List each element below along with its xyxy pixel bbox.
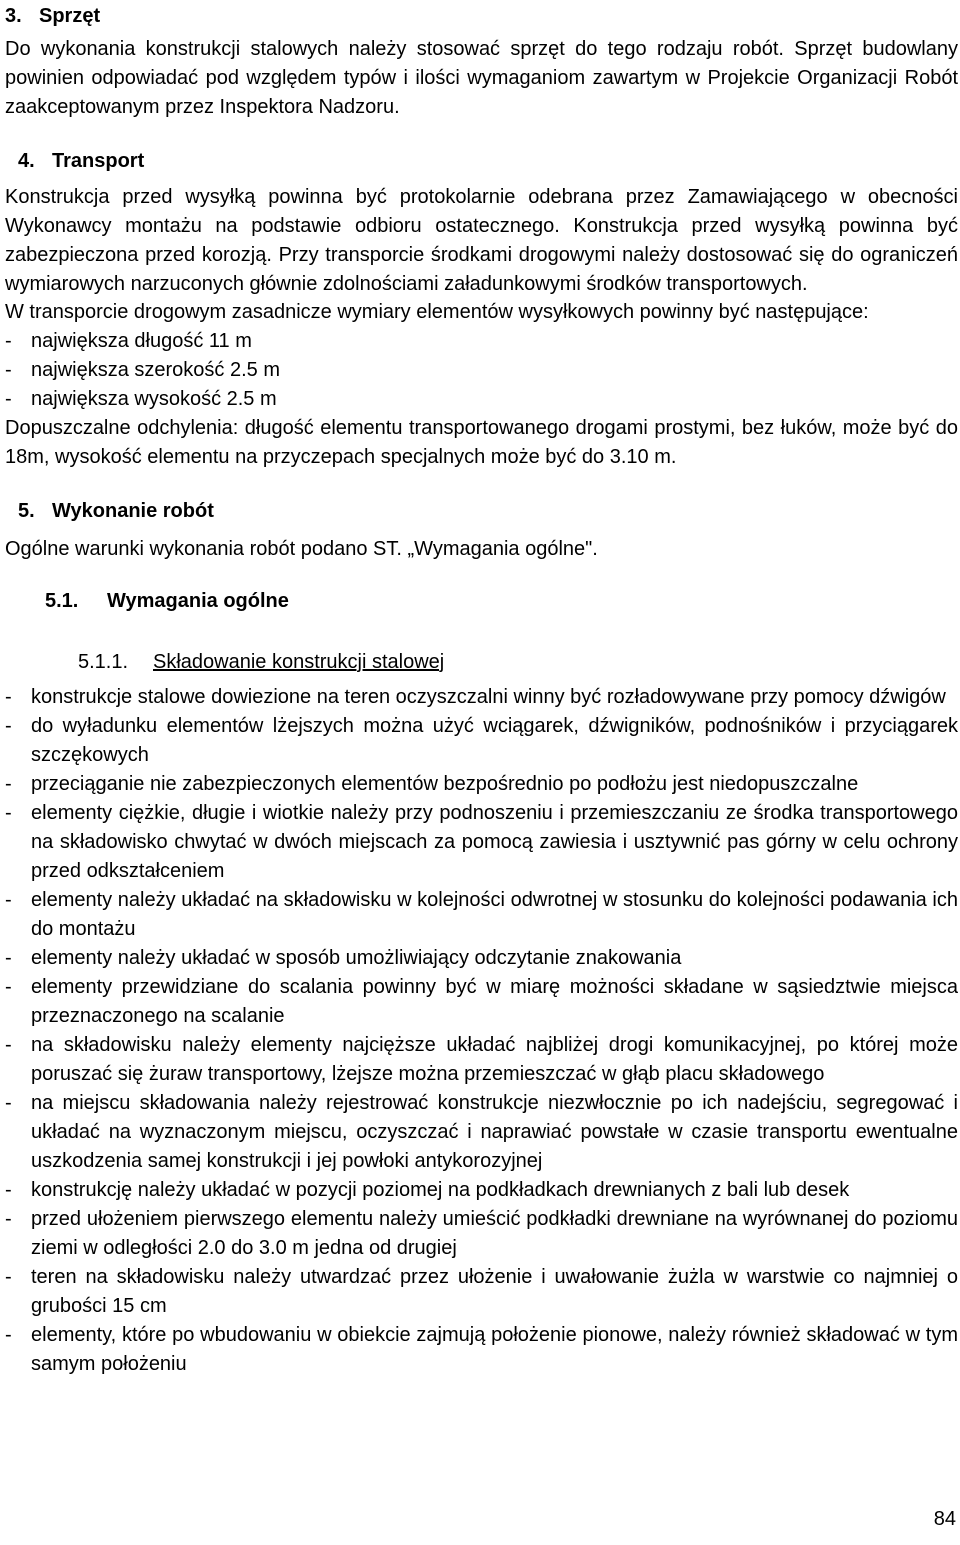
list-item: - przed ułożeniem pierwszego elementu należy umieścić podkładki drewniane na wyrównanej do poziomu ziemi w odległości 2.0 do 3.0 m jedna od drugiej [5, 1205, 958, 1263]
list-item: - elementy, które po wbudowaniu w obiekcie zajmują położenie pionowe, należy również składować w tym samym położeniu [5, 1321, 958, 1379]
dash-marker: - [5, 773, 12, 795]
list-item: - do wyładunku elementów lżejszych można użyć wciągarek, dźwigników, podnośników i przyciągarek szczękowych [5, 712, 958, 770]
list-item: - elementy ciężkie, długie i wiotkie należy przy podnoszeniu i przemieszczaniu ze środka transportowego na składowisko chwytać w dwóch miejscach za pomocą zawiesia i usztywnić pas górny w celu ochrony przed odkształceniem [5, 799, 958, 886]
section-number: 5.1. [45, 590, 79, 612]
dash-marker: - [5, 1034, 12, 1056]
section-title: Składowanie konstrukcji stalowej [153, 651, 445, 673]
dash-marker: - [5, 1179, 12, 1201]
section-title: Wykonanie robót [52, 500, 214, 522]
list-item: - największa szerokość 2.5 m [5, 356, 958, 385]
section-4-text-1: Konstrukcja przed wysyłką powinna być protokolarnie odebrana przez Zamawiającego w obecności Wykonawcy montażu na podstawie odbioru ostatecznego. Konstrukcja przed wysyłką powinna być zabezpieczona przed korozją. Przy transporcie środkami drogowymi należy dostosować się do ograniczeń wymiarowych narzuconych głównie zdolnościami załadunkowymi środków transportowych. [5, 186, 958, 295]
list-item: - przeciąganie nie zabezpieczonych elementów bezpośrednio po podłożu jest niedopuszczalne [5, 770, 958, 799]
section-3-text: Do wykonania konstrukcji stalowych należy stosować sprzęt do tego rodzaju robót. Sprzęt budowlany powinien odpowiadać pod względem typów i ilości wymaganiom zawartym w Projekcie Organizacji Robót zaakceptowanym przez Inspektora Nadzoru. [5, 38, 958, 118]
list-item: - na miejscu składowania należy rejestrować konstrukcje niezwłocznie po ich nadejściu, segregować i układać na wyznaczonym miejscu, oczyszczać i naprawiać powstałe w czasie transportu ewentualne uszkodzenia samej konstrukcji i jej powłoki antykorozyjnej [5, 1089, 958, 1176]
list-item: - największa wysokość 2.5 m [5, 385, 958, 414]
section-number: 5. [18, 500, 35, 522]
section-number: 4. [18, 150, 35, 172]
dash-marker: - [5, 715, 12, 737]
list-item: - elementy należy układać na składowisku w kolejności odwrotnej w stosunku do kolejności podawania ich do montażu [5, 886, 958, 944]
list-item: - konstrukcję należy układać w pozycji poziomej na podkładkach drewnianych z bali lub desek [5, 1176, 958, 1205]
dash-marker: - [5, 1208, 12, 1230]
list-item: - elementy przewidziane do scalania powinny być w miarę możności składane w sąsiedztwie miejsca przeznaczonego na scalanie [5, 973, 958, 1031]
dash-marker: - [5, 686, 12, 708]
section-5-text: Ogólne warunki wykonania robót podano ST. „Wymagania ogólne". [5, 538, 598, 560]
section-5-1-heading [45, 587, 289, 616]
dash-marker: - [5, 1266, 12, 1288]
list-item: - elementy należy układać w sposób umożliwiający odczytanie znakowania [5, 944, 958, 973]
section-title: Wymagania ogólne [107, 590, 289, 612]
section-title: Transport [52, 150, 145, 172]
dash-marker: - [5, 1324, 12, 1346]
list-item: - konstrukcje stalowe dowiezione na teren oczyszczalni winny być rozładowywane przy pomocy dźwigów [5, 683, 958, 712]
section-5-1-1-heading [78, 648, 444, 677]
dash-marker: - [5, 359, 12, 381]
page-number: 84 [933, 1508, 956, 1530]
dash-marker: - [5, 388, 12, 410]
section-title: Sprzęt [39, 5, 101, 27]
dash-marker: - [5, 889, 12, 911]
section-3-heading [5, 2, 100, 31]
list-item: - na składowisku należy elementy najcięższe układać najbliżej drogi komunikacyjnej, po której może poruszać się żuraw transportowy, lżejsze można przemieszczać w głąb placu składowego [5, 1031, 958, 1089]
section-4-text-2: W transporcie drogowym zasadnicze wymiary elementów wysyłkowych powinny być następujące: [5, 301, 869, 323]
section-4-text-3: Dopuszczalne odchylenia: długość elementu transportowanego drogami prostymi, bez łuków, może być do 18m, wysokość elementu na przyczepach specjalnych może być do 3.10 m. [5, 417, 958, 468]
dimensions-list [5, 327, 958, 414]
section-number: 3. [5, 5, 22, 27]
section-5-heading [18, 497, 214, 526]
dash-marker: - [5, 947, 12, 969]
dash-marker: - [5, 976, 12, 998]
dash-marker: - [5, 1092, 12, 1114]
section-4-heading [18, 147, 144, 176]
dash-marker: - [5, 330, 12, 352]
section-number: 5.1.1. [78, 651, 129, 673]
storage-rules-list [5, 683, 958, 1379]
dash-marker: - [5, 802, 12, 824]
list-item: - teren na składowisku należy utwardzać przez ułożenie i uwałowanie żużla w warstwie co najmniej o grubości 15 cm [5, 1263, 958, 1321]
list-item: - największa długość 11 m [5, 327, 958, 356]
